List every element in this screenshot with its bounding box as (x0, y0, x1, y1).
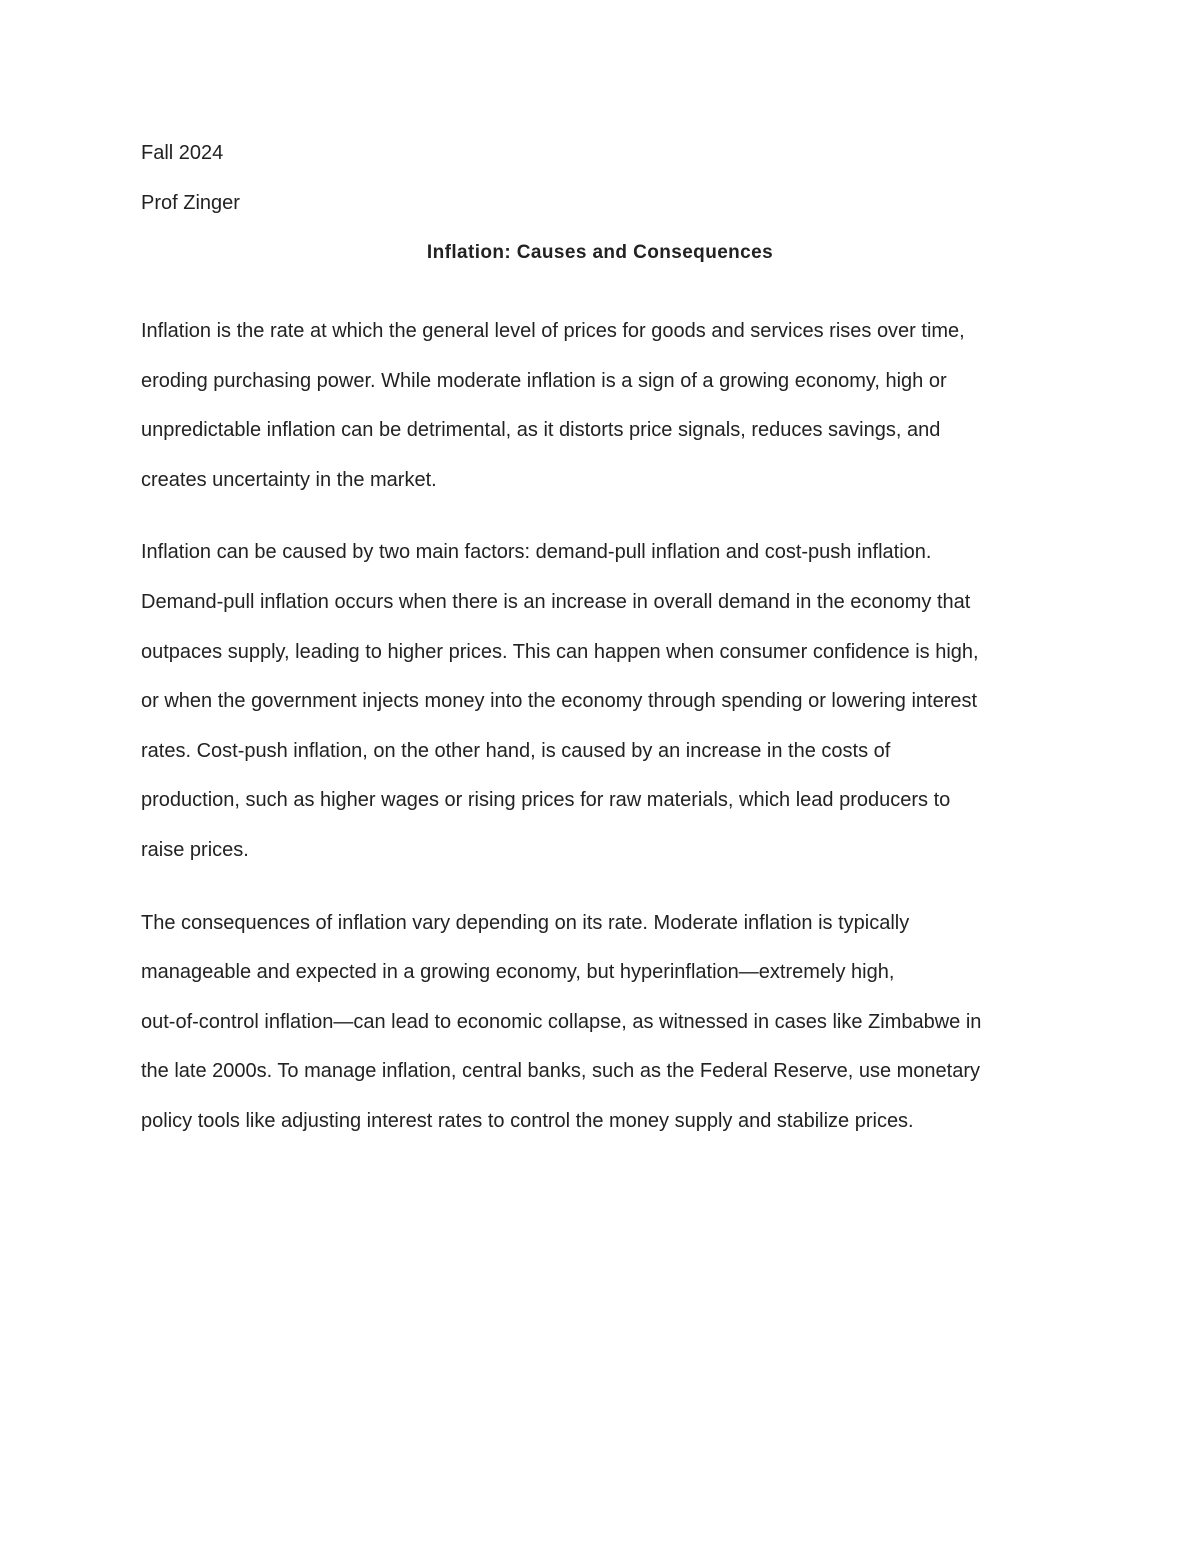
paragraph-line: manageable and expected in a growing economy, but hyperinflation—extremely high, (141, 961, 895, 984)
paragraph-line: the late 2000s. To manage inflation, central banks, such as the Federal Reserve, use monetary (141, 1060, 981, 1083)
document-title: Inflation: Causes and Consequences (426, 242, 774, 263)
paragraph-line: Inflation is the rate at which the general level of prices for goods and services rises over time, (141, 320, 965, 342)
paragraph-line: Demand-pull inflation occurs when there is an increase in overall demand in the economy that (141, 590, 971, 613)
paragraph-line: rates. Cost-push inflation, on the other hand, is caused by an increase in the costs of (141, 739, 891, 762)
paragraph-line: unpredictable inflation can be detrimental, as it distorts price signals, reduces savings, and (141, 419, 941, 442)
paragraph-definition (141, 307, 1059, 505)
paragraph-line: or when the government injects money into the economy through spending or lowering interest (141, 690, 978, 713)
paragraph-line: The consequences of inflation vary depending on its rate. Moderate inflation is typically (141, 911, 910, 934)
paragraph-causes (141, 528, 1059, 875)
paragraph-line: production, such as higher wages or rising prices for raw materials, which lead producers to (141, 789, 951, 812)
paragraph-line: eroding purchasing power. While moderate inflation is a sign of a growing economy, high or (141, 369, 947, 392)
paragraph-line: creates uncertainty in the market. (141, 468, 437, 491)
paragraph-line: raise prices. (141, 838, 249, 861)
paragraph-consequences (141, 899, 1059, 1147)
term-line: Fall 2024 (141, 142, 224, 164)
paragraph-line: Inflation can be caused by two main factors: demand-pull inflation and cost-push inflation. (141, 541, 932, 564)
paragraph-line: out-of-control inflation—can lead to economic collapse, as witnessed in cases like Zimbabwe in (141, 1010, 982, 1033)
professor-line: Prof Zinger (141, 192, 240, 214)
paragraph-line: outpaces supply, leading to higher prices. This can happen when consumer confidence is high, (141, 640, 979, 663)
document-content (141, 135, 1059, 1170)
paragraph-line: policy tools like adjusting interest rates to control the money supply and stabilize prices. (141, 1109, 914, 1132)
